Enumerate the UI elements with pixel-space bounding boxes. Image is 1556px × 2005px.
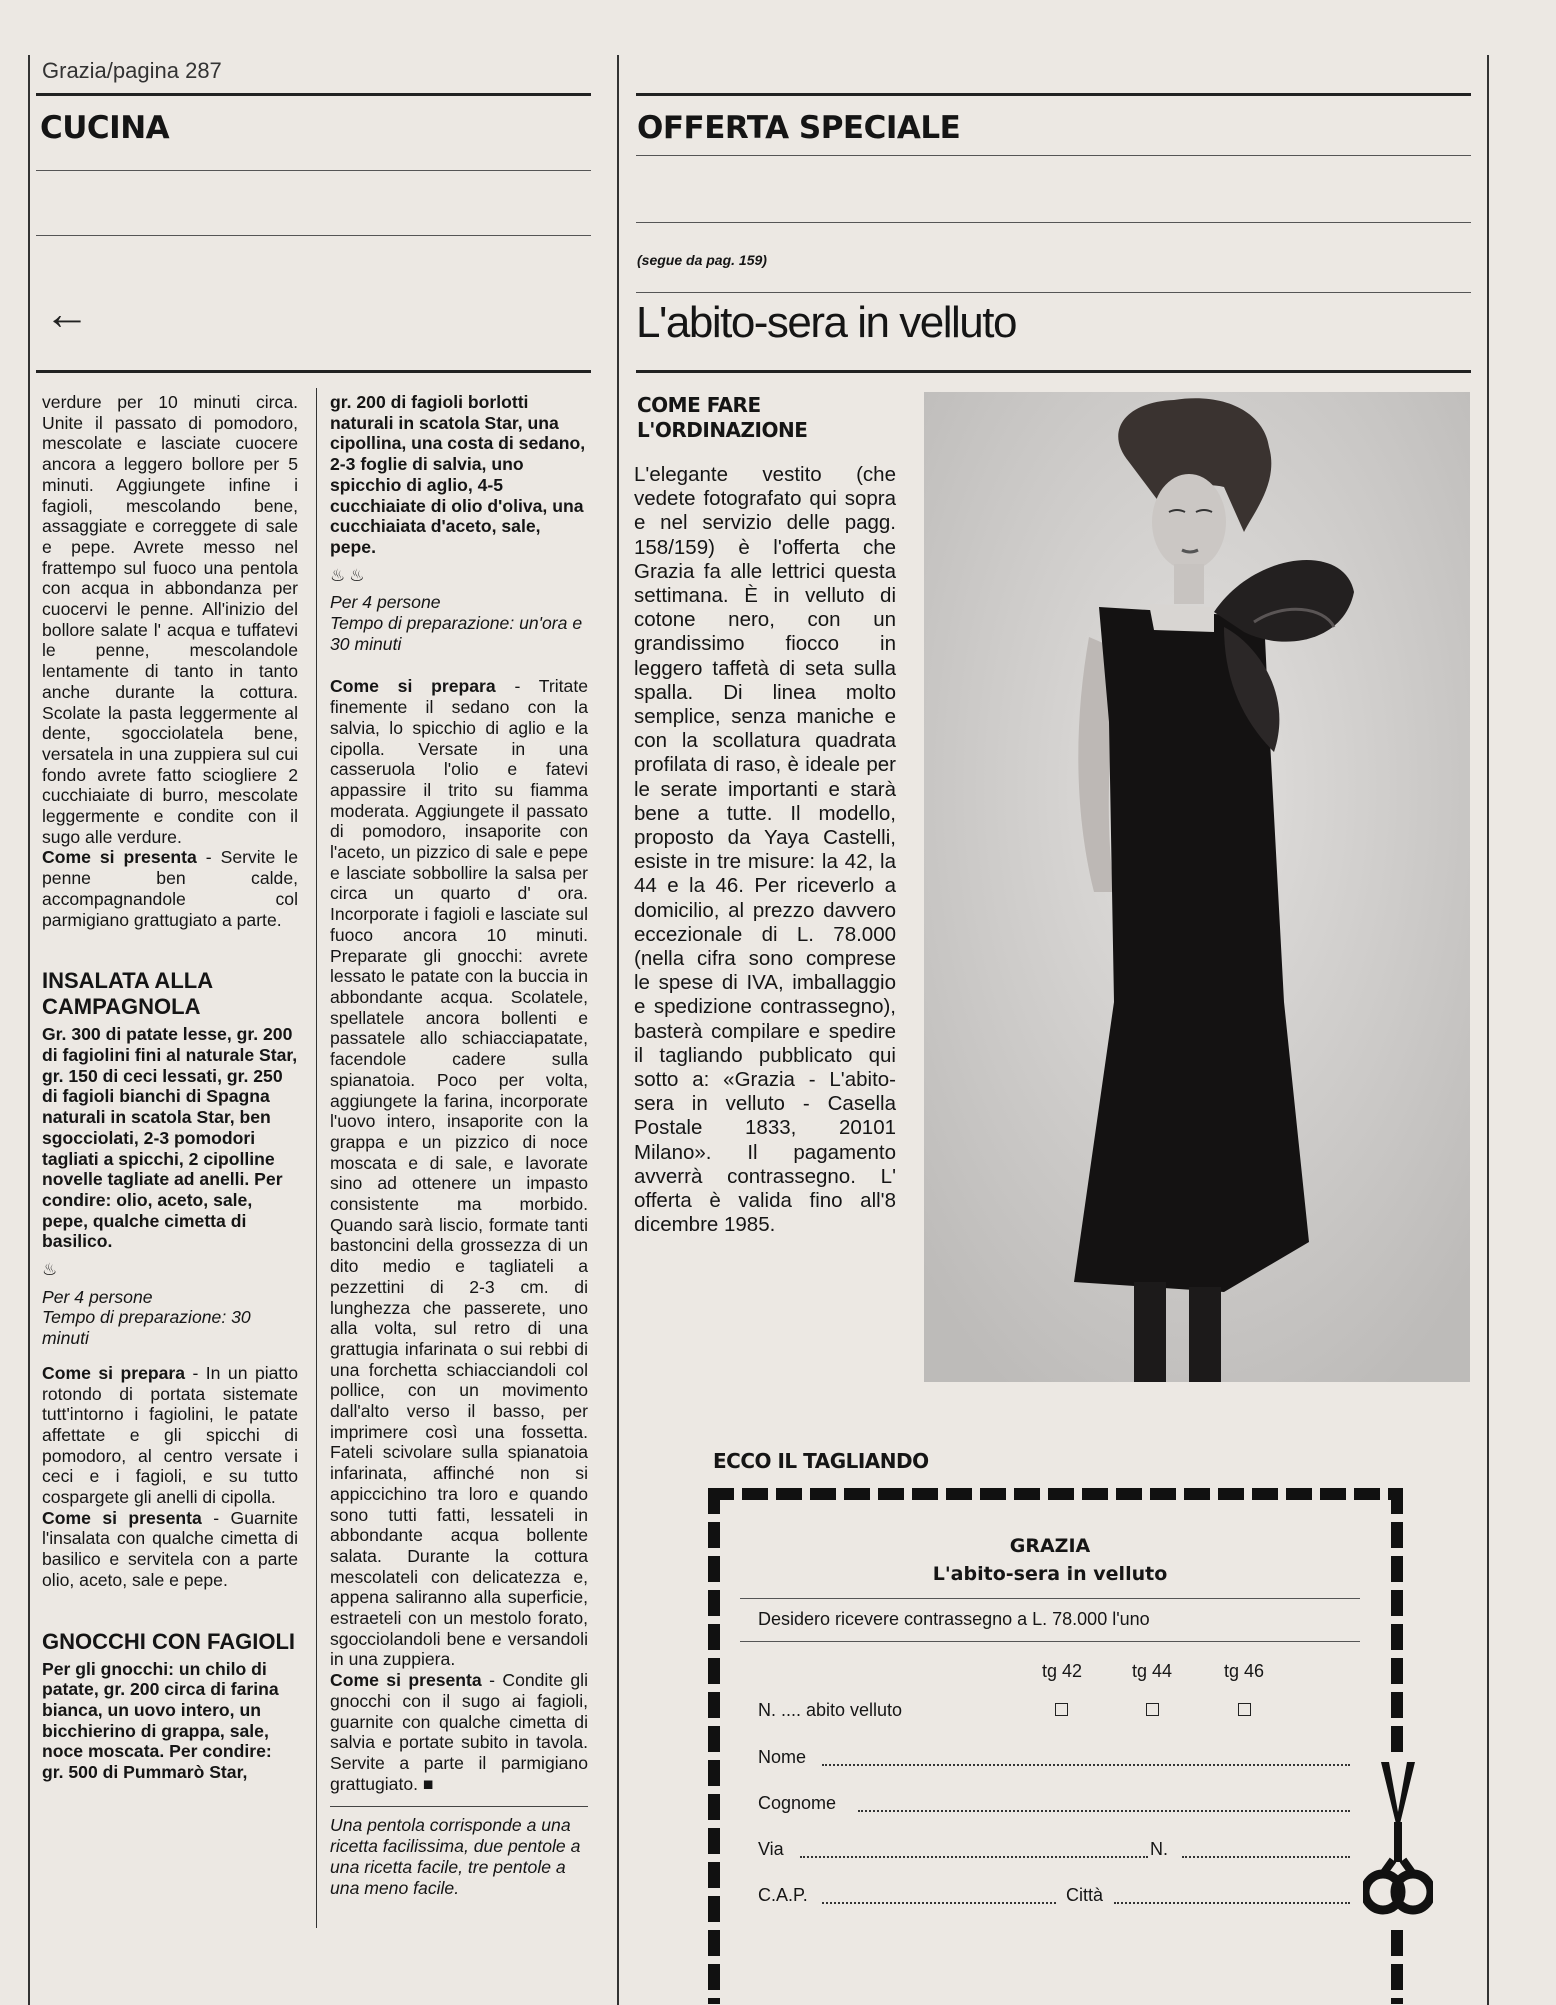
coupon-brand: GRAZIA [1009, 1535, 1091, 1557]
present-label: Come si presenta [330, 1670, 482, 1691]
header-rule-left-2 [36, 170, 591, 171]
name-label: Nome [758, 1747, 807, 1767]
header-rule-left-3 [36, 235, 591, 236]
coupon-heading: ECCO IL TAGLIANDO [713, 1449, 929, 1473]
prepare-label: Come si prepara [42, 1362, 186, 1383]
header-rule-left-top [36, 93, 591, 96]
model-figure-illustration [924, 392, 1470, 1382]
insalata-time: Tempo di preparazione: 30 minuti [42, 1307, 251, 1349]
header-rule-left-bottom [36, 370, 591, 373]
offer-description: L'elegante vestito (che vedete fotografato qui sopra e nel servizio delle pagg. 158/159) è l'offerta che Grazia fa alle lettrici questa settimana. È in velluto di cotone nero, con un grandissimo fiocco in leggero taffetà di seta sulla spalla. Di linea molto semplice, senza maniche e con la scollatura quadrata profilata di raso, è ideale per le serate importanti e starà bene a tutte. Il modello, proposto da Yaya Castelli, esiste in tre misure: la 42, la 44 e la 46. Per riceverlo a domicilio, al prezzo davvero eccezionale di L. 78.000 (nella cifra sono comprese le spese di IVA, imballaggio e spedizione contrassegno), basterà compilare e spedire il tagliando pubblicato qui sotto a: «Grazia - L'abito-sera in velluto - Casella Postale 1833, 20101 Milano». Il pagamento avverrà contrassegno. L' offerta è valida fino all'8 dicembre 1985. [634, 463, 896, 1237]
gnocchi-present-text: - Condite gli gnocchi con il sugo ai fagioli, guarnite con qualche cimetta di salvia e portate subito in tavola. Servite a parte il parmigiano grattugiato. [330, 1670, 588, 1794]
continued-note: (segue da pag. 159) [637, 252, 767, 268]
header-rule-right-4 [636, 292, 1471, 293]
recipe-column-1 [42, 392, 298, 1783]
header-rule-right-top [636, 93, 1471, 96]
insalata-present-paragraph [42, 1508, 298, 1591]
surname-label: Cognome [758, 1793, 837, 1813]
section-title-cucina: CUCINA [40, 110, 170, 146]
gnocchi-prepare-paragraph [330, 676, 588, 1670]
difficulty-legend: Una pentola corrisponde a una ricetta facilissima, due pentole a una ricetta facile, tre pentole a una meno facile. [330, 1815, 581, 1898]
difficulty-pot-icons: ♨♨ [330, 565, 369, 585]
serving-paragraph [42, 847, 298, 930]
gnocchi-persons: Per 4 persone [330, 592, 441, 613]
number-field[interactable] [1182, 1856, 1350, 1858]
present-label: Come si presenta [42, 1507, 202, 1528]
street-field[interactable] [800, 1856, 1148, 1858]
size-44-checkbox[interactable] [1146, 1703, 1159, 1716]
size-42-checkbox[interactable] [1055, 1703, 1068, 1716]
recipe-title-insalata: INSALATA ALLA CAMPAGNOLA [42, 968, 213, 1020]
number-label: N. [1150, 1839, 1168, 1859]
end-mark-icon: ■ [422, 1773, 434, 1794]
size-label-46: tg 46 [1224, 1661, 1265, 1681]
insalata-ingredients: Gr. 300 di patate lesse, gr. 200 di fagiolini fini al naturale Star, gr. 150 di ceci lessati, gr. 250 di fagioli bianchi di Spagna naturali in scatola Star, ben sgocciolati, 2-3 pomodori tagliati a spicchi, 2 cipolline novelle tagliate ad anelli. Per condire: olio, aceto, sale, pepe, qualche cimetta di basilico. [42, 1024, 298, 1252]
header-rule-right-2 [636, 155, 1471, 156]
city-field[interactable] [1114, 1902, 1350, 1904]
insalata-present-text: - Guarnite l'insalata con qualche cimetta di basilico e servitela con a parte olio, aceto, sale e pepe. [42, 1507, 298, 1590]
size-46-checkbox[interactable] [1238, 1703, 1251, 1716]
dress-photo [924, 392, 1470, 1382]
header-rule-right-3 [636, 222, 1471, 223]
gnocchi-ingredients-part1: Per gli gnocchi: un chilo di patate, gr. 200 circa di farina bianca, un uovo intero, un bicchierino di grappa, sale, noce moscata. Per condire: gr. 500 di Pummarò Star, [42, 1658, 279, 1783]
gnocchi-time: Tempo di preparazione: un'ora e 30 minuti [330, 613, 583, 654]
coupon-border-top [708, 1488, 1403, 1500]
coupon-rule-2 [740, 1641, 1360, 1642]
quantity-label: N. .... abito velluto [758, 1700, 903, 1720]
how-to-order-title: COME FARE L'ORDINAZIONE [637, 393, 808, 442]
coupon-rule-1 [740, 1598, 1360, 1599]
header-rule-right-bottom [636, 370, 1471, 373]
surname-field[interactable] [858, 1810, 1350, 1812]
back-arrow-icon: ← [44, 287, 90, 339]
section-title-offerta: OFFERTA SPECIALE [637, 110, 961, 146]
zip-label: C.A.P. [758, 1885, 808, 1905]
recipe-column-divider [316, 388, 317, 1928]
recipe-intro-text: verdure per 10 minuti circa. Unite il passato di pomodoro, mescolate e lasciate cuocere ancora a leggero bollore per 5 minuti. Aggiungete infine i fagioli, mescolando bene, assaggiate e correggete di sale e pepe. Avrete messo nel frattempo sul fuoco una pentola con acqua in abbondanza per cuocervi le penne. All'inizio del bollore salate l' acqua e tuffatevi le penne, mescolandole lentamente di tanto in tanto anche durante la cottura. Scolate la pasta leggermente al dente, sgocciolatela bene, versatela in una zuppiera sul cui fondo avrete fatto sciogliere 2 cucchiaiate di burro, mescolate leggermente e condite con il sugo alle verdure. [42, 392, 298, 847]
prepare-label: Come si prepara [330, 676, 496, 697]
recipe-title-gnocchi: GNOCCHI CON FAGIOLI [42, 1628, 295, 1654]
insalata-prepare-text: - In un piatto rotondo di portata sistemate tutt'intorno i fagiolini, le patate affettate e gli spicchi di pomodoro, al centro versate i ceci e i fagioli, e su tutto cospargete gli anelli di cipolla. [42, 1362, 298, 1508]
gnocchi-present-paragraph [330, 1670, 588, 1794]
article-title: L'abito-sera in velluto [636, 298, 1016, 347]
page-label: Grazia/pagina 287 [42, 58, 222, 83]
zip-field[interactable] [822, 1902, 1056, 1904]
coupon-border-right-lower [1391, 1930, 1403, 2004]
name-field[interactable] [822, 1764, 1350, 1766]
left-margin-rule [28, 55, 30, 2005]
size-label-42: tg 42 [1042, 1661, 1083, 1681]
insalata-prepare-paragraph [42, 1363, 298, 1508]
center-divider-rule [617, 55, 619, 2005]
street-label: Via [758, 1839, 784, 1859]
gnocchi-prepare-text: - Tritate finemente il sedano con la salvia, lo spicchio di aglio e la cipolla. Versate in una casseruola l'olio e fatevi appassire il trito su fiamma moderata. Aggiungete il passato di pomodoro, insaporite con l'aceto, un pizzico di sale e pepe e lasciate sobbollire la salsa per circa un quarto d' ora. Incorporate i fagioli e lasciate sul fuoco ancora 10 minuti. Preparate gli gnocchi: avrete lessato le patate con la buccia in abbondante acqua. Scolatele, spellatele ancora bollenti e passatele allo schiacciapatate, facendole cadere sulla spianatoia. Poco per volta, aggiungete la farina, incorporate l'uovo intero, insaporite con la grappa e un pizzico di noce moscata e di sale, e lavorate sino ad ottenere un impasto consistente ma morbido. Quando sarà liscio, formate tanti bastoncini della grossezza di un dito medio e tagliateli a pezzettini di 2-3 cm. di lunghezza che passerete, uno alla volta, sul retro di una grattugia infarinata o sui rebbi di una forchetta schiacciandoli col pollice, con un movimento dall'alto verso il basso, per imprimere così una fossetta. Fateli scivolare sulla spianatoia infarinata, affinché non si appiccichino tra loro e quando sono tutti fatti, lessateli in abbondante acqua bollente salata. Durante la cottura mescolateli con delicatezza e, appena saliranno alla superficie, estraeteli con un mestolo forato, sgocciolandoli bene e versandoli in una zuppiera. [330, 676, 588, 1670]
coupon-subtitle: L'abito-sera in velluto [932, 1563, 1168, 1585]
coupon-intro: Desidero ricevere contrassegno a L. 78.000 l'uno [758, 1609, 1150, 1629]
size-label-44: tg 44 [1132, 1661, 1173, 1681]
gnocchi-ingredients-part2: gr. 200 di fagioli borlotti naturali in scatola Star, una cipollina, una costa di sedano, 2-3 foglie di salvia, uno spicchio di aglio, 4-5 cucchiaiate di olio d'oliva, una cucchiaiata d'aceto, sale, pepe. [330, 392, 586, 557]
present-label: Come si presenta [42, 847, 197, 868]
coupon-border-left [708, 1488, 720, 2004]
present-text: - Servite le penne ben calde, accompagnandole col parmigiano grattugiato a parte. [42, 847, 298, 930]
recipe-column-2 [330, 392, 588, 1898]
city-label: Città [1066, 1885, 1104, 1905]
right-margin-rule [1487, 55, 1489, 2005]
scissors-icon [1363, 1762, 1433, 1932]
coupon-border-right [1391, 1488, 1403, 1754]
difficulty-pot-icon: ♨ [42, 1260, 62, 1280]
insalata-persons: Per 4 persone [42, 1286, 153, 1307]
